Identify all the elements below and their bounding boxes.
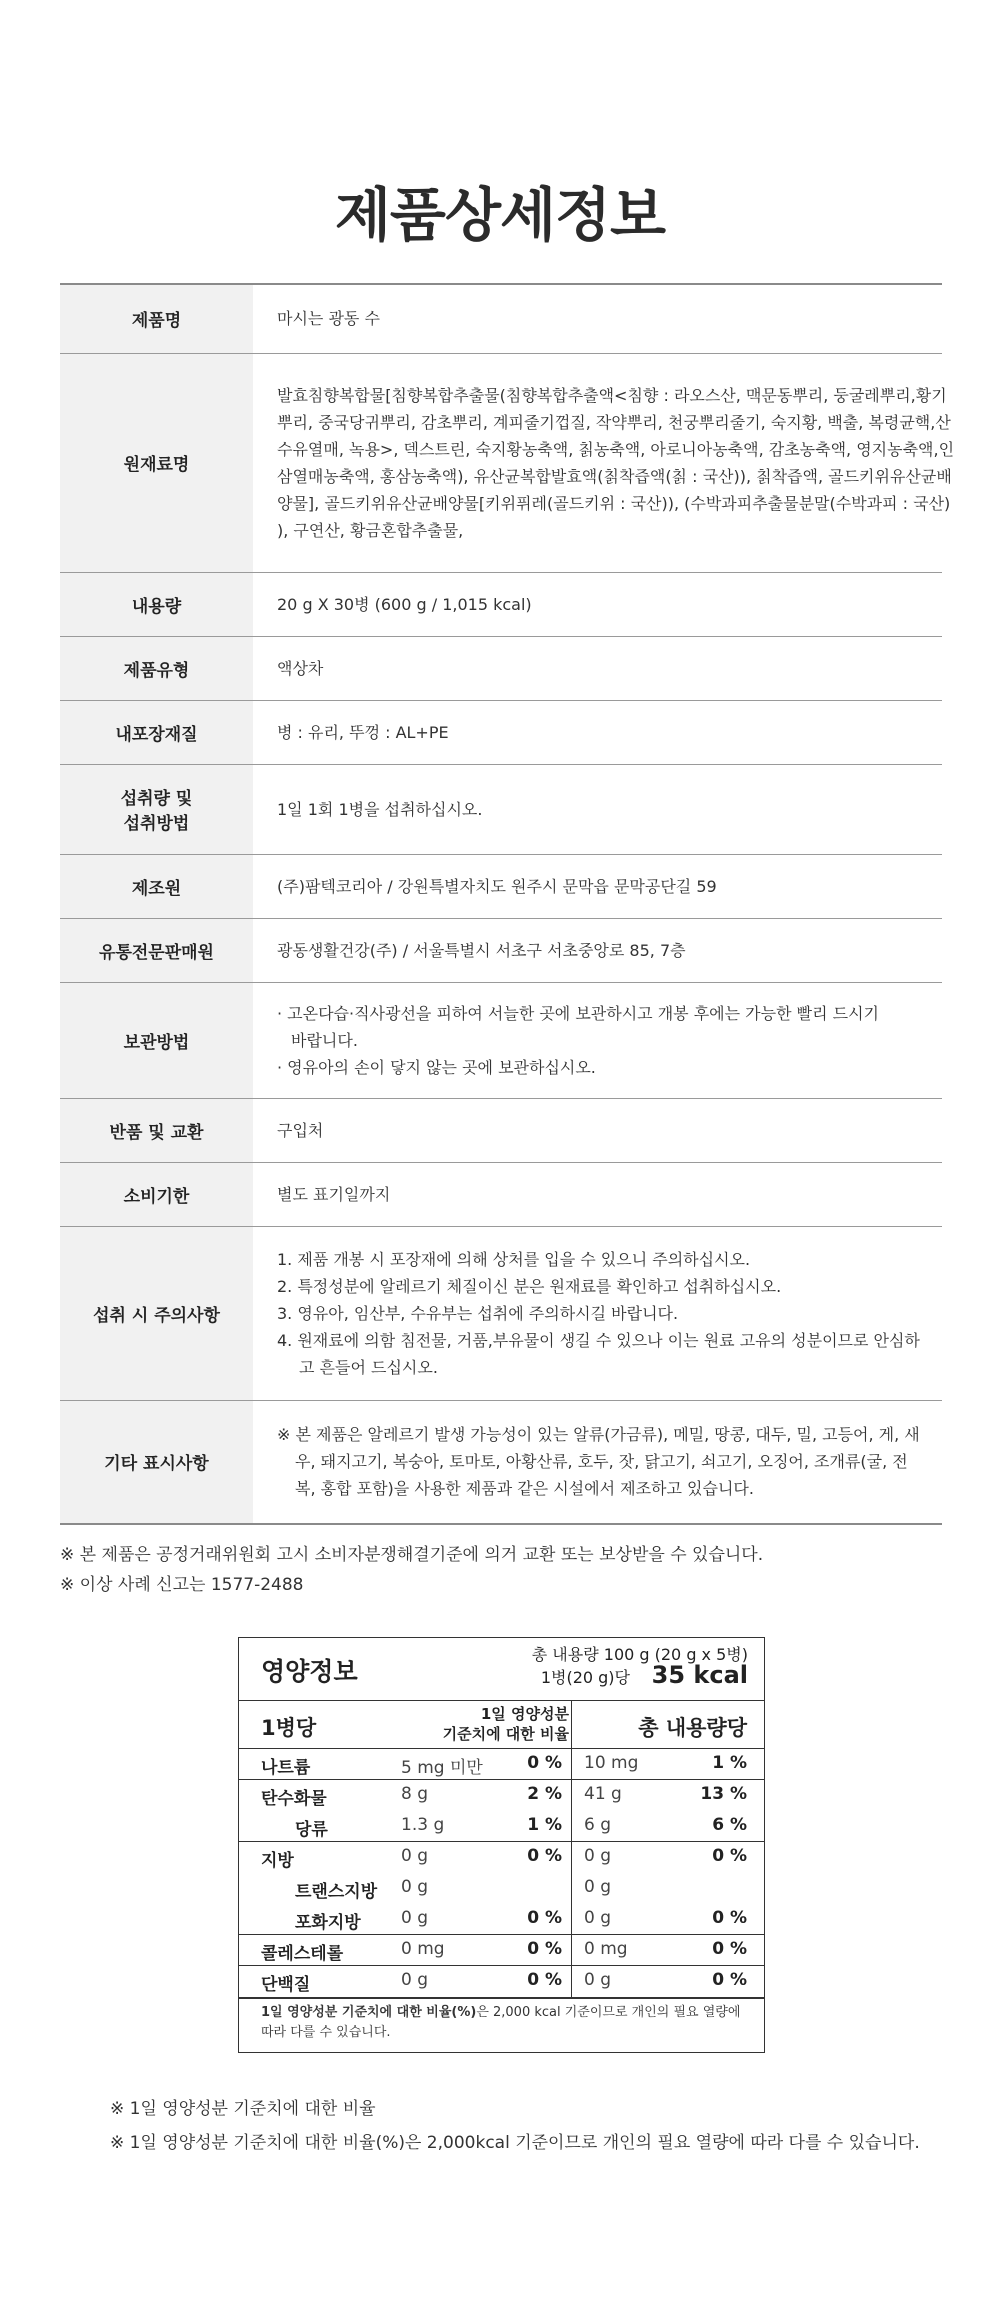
row-label [60,764,253,854]
row-distributor [60,918,942,982]
nutrition-kcal: 35 kcal [651,1661,748,1689]
caution-item: 4. 원재료에 의함 침전물, 거품,부유물이 생길 수 있으나 이는 원료 고유의 성분이므로 안심하고 흔들어 드십시오. [277,1330,920,1377]
nutrient-amount: 1.3 g [401,1815,445,1835]
col-dv-line: 기준치에 대한 비율 [442,1725,569,1743]
nutrient-name: 단백질 [261,1975,311,1995]
allergen-note: ※ 본 제품은 알레르기 발생 가능성이 있는 알류(가금류), 메밀, 땅콩, 대두, 밀, 고등어, 게, 새우, 돼지고기, 복숭아, 토마토, 아황산류, 호두, 잣, 닭고기, 쇠고기, 오징어, 조개류(굴, 전복, 홍합 포함)을 사용한 제품과 같은 시설에서 제조하고 있습니다. [277,1425,920,1499]
nutrient-name: 트랜스지방 [295,1882,378,1902]
nutrient-total-amount: 0 g [584,1908,612,1928]
nutrient-total-amount: 41 g [584,1784,622,1804]
ingredients-line: 발효침향복합물[침향복합추출물(침향복합추출액<침향 : 라오스산, 맥문동뿌리, 둥굴레뿌리,황기 [277,385,947,405]
nutrient-pct: 2 % [527,1784,562,1804]
nutrient-row [239,1872,764,1903]
row-expiry [60,1162,942,1226]
nutrient-total-pct: 1 % [712,1753,747,1773]
row-value: 액상차 [253,636,942,700]
nutrient-amount: 0 mg [401,1939,445,1959]
nutrition-header [239,1638,764,1701]
row-value: 병 : 유리, 뚜껑 : AL+PE [253,700,942,764]
nutrient-total-pct: 0 % [712,1970,747,1990]
row-label: 보관방법 [60,982,253,1098]
page-title: 제품상세정보 [334,181,666,249]
row-value: 20 g X 30병 (600 g / 1,015 kcal) [253,572,942,636]
nutrient-amount: 5 mg 미만 [401,1758,483,1778]
nutrient-amount: 8 g [401,1784,429,1804]
ingredients-line: 삼열매농축액, 홍삼농축액), 유산균복합발효액(칡착즙액(칡 : 국산)), 칡착즙액, 골드키위유산균배 [277,466,952,486]
ingredients-line: 수유열매, 녹용>, 덱스트린, 숙지황농축액, 칡농축액, 아로니아농축액, 감초농축액, 영지농축액,인 [277,439,955,459]
row-value [253,1400,942,1524]
ingredients-line: 양물], 골드키위유산균배양물[키위퓌레(골드키위 : 국산)), (수박과피추출물분말(수박과피 : 국산) [277,493,951,513]
row-value: 1일 1회 1병을 섭취하십시오. [253,764,942,854]
row-label: 제품명 [60,284,253,353]
storage-line: · 고온다습·직사광선을 피하여 서늘한 곳에 보관하시고 개봉 후에는 가능한 빨리 드시기 [277,1003,879,1023]
row-value [253,982,942,1098]
row-value: (주)팜텍코리아 / 강원특별자치도 원주시 문막읍 문막공단길 59 [253,854,942,918]
row-product-name [60,284,942,353]
bottom-notes [110,2092,920,2160]
nutrient-amount: 0 g [401,1877,429,1897]
row-divider [239,1997,764,1999]
nutrient-pct: 0 % [527,1970,562,1990]
nutrition-note-bold: 1일 영양성분 기준치에 대한 비율(%) [261,2005,477,2020]
row-label: 제품유형 [60,636,253,700]
nutrition-total-content: 총 내용량 100 g (20 g x 5병) [531,1645,748,1664]
bottom-note: ※ 1일 영양성분 기준치에 대한 비율(%)은 2,000kcal 기준이므로 개인의 필요 열량에 따라 다를 수 있습니다. [110,2133,920,2153]
footnote: ※ 본 제품은 공정거래위원회 고시 소비자분쟁해결기준에 의거 교환 또는 보상받을 수 있습니다. [60,1545,764,1565]
caution-item: 3. 영유아, 임산부, 수유부는 섭취에 주의하시길 바랍니다. [277,1303,679,1323]
footnotes [60,1540,763,1600]
label-line: 섭취량 및 [120,789,193,809]
nutrition-title: 영양정보 [261,1657,358,1686]
row-manufacturer [60,854,942,918]
row-other [60,1400,942,1524]
row-label: 소비기한 [60,1162,253,1226]
row-label: 내용량 [60,572,253,636]
footnote: ※ 이상 사례 신고는 1577-2488 [60,1575,304,1595]
row-value: 마시는 광동 수 [253,284,942,353]
row-label: 제조원 [60,854,253,918]
nutrient-pct: 0 % [527,1753,562,1773]
nutrient-name: 포화지방 [295,1913,361,1933]
nutrient-total-amount: 10 mg [584,1753,639,1773]
storage-line: · 영유아의 손이 닿지 않는 곳에 보관하십시오. [277,1057,596,1077]
col-per-serving: 1병당 [261,1716,317,1740]
row-cautions [60,1226,942,1400]
nutrient-amount: 0 g [401,1970,429,1990]
nutrient-pct: 0 % [527,1939,562,1959]
ingredients-line: 뿌리, 중국당귀뿌리, 감초뿌리, 계피줄기껍질, 작약뿌리, 천궁뿌리줄기, 숙지황, 백출, 복령균핵,산 [277,412,951,432]
row-label: 섭취 시 주의사항 [60,1226,253,1400]
caution-item: 1. 제품 개봉 시 포장재에 의해 상처를 입을 수 있으니 주의하십시오. [277,1249,751,1269]
row-label: 원재료명 [60,353,253,572]
row-value: 광동생활건강(주) / 서울특별시 서초구 서초중앙로 85, 7층 [253,918,942,982]
nutrition-note [261,2003,746,2043]
nutrient-total-amount: 6 g [584,1815,612,1835]
nutrient-name: 콜레스테롤 [261,1944,344,1964]
nutrient-total-pct: 0 % [712,1939,747,1959]
nutrient-pct: 0 % [527,1846,562,1866]
nutrient-pct: 0 % [527,1908,562,1928]
nutrient-row [239,1965,764,1996]
bottom-note: ※ 1일 영양성분 기준치에 대한 비율 [110,2099,376,2119]
nutrient-row [239,1779,764,1810]
row-value: 별도 표기일까지 [253,1162,942,1226]
row-label: 유통전문판매원 [60,918,253,982]
nutrition-column-headers [239,1700,764,1749]
nutrient-row [239,1903,764,1934]
caution-item: 2. 특정성분에 알레르기 체질이신 분은 원재료를 확인하고 섭취하십시오. [277,1276,782,1296]
row-value: 구입처 [253,1098,942,1162]
nutrition-facts [238,1637,765,2053]
nutrition-note-text: 은 2,000 kcal 기준이므로 개인의 필요 열량에 따라 다를 수 있습니다. [261,2005,741,2040]
row-value [253,1226,942,1400]
col-daily-value [379,1704,569,1744]
nutrition-per-serving: 1병(20 g)당 [540,1668,630,1687]
nutrient-name: 나트륨 [261,1758,311,1778]
nutrient-name: 당류 [295,1820,328,1840]
row-packaging [60,700,942,764]
nutrient-row [239,1934,764,1965]
col-dv-line: 1일 영양성분 [480,1705,569,1723]
product-info-table [60,283,955,1525]
nutrient-total-amount: 0 mg [584,1939,628,1959]
nutrient-name: 지방 [261,1851,294,1871]
nutrient-total-pct: 6 % [712,1815,747,1835]
nutrient-row [239,1810,764,1841]
nutrient-total-pct: 13 % [700,1784,747,1804]
nutrient-total-pct: 0 % [712,1908,747,1928]
row-value [253,353,955,572]
nutrient-total-amount: 0 g [584,1846,612,1866]
label-line: 섭취방법 [123,814,190,834]
nutrient-total-amount: 0 g [584,1877,612,1897]
row-storage [60,982,942,1098]
nutrient-total-amount: 0 g [584,1970,612,1990]
ingredients-line: ), 구연산, 황금혼합추출물, [277,520,464,540]
row-returns [60,1098,942,1162]
row-intake [60,764,942,854]
nutrient-row [239,1841,764,1872]
col-total: 총 내용량당 [638,1716,747,1740]
row-label: 기타 표시사항 [60,1400,253,1524]
row-type [60,636,942,700]
nutrient-name: 탄수화물 [261,1789,327,1809]
nutrient-row [239,1748,764,1779]
row-label: 내포장재질 [60,700,253,764]
nutrient-amount: 0 g [401,1846,429,1866]
nutrient-total-pct: 0 % [712,1846,747,1866]
nutrient-amount: 0 g [401,1908,429,1928]
row-ingredients [60,353,942,572]
row-content [60,572,942,636]
row-label: 반품 및 교환 [60,1098,253,1162]
nutrient-pct: 1 % [527,1815,562,1835]
storage-line: 바랍니다. [291,1030,358,1050]
